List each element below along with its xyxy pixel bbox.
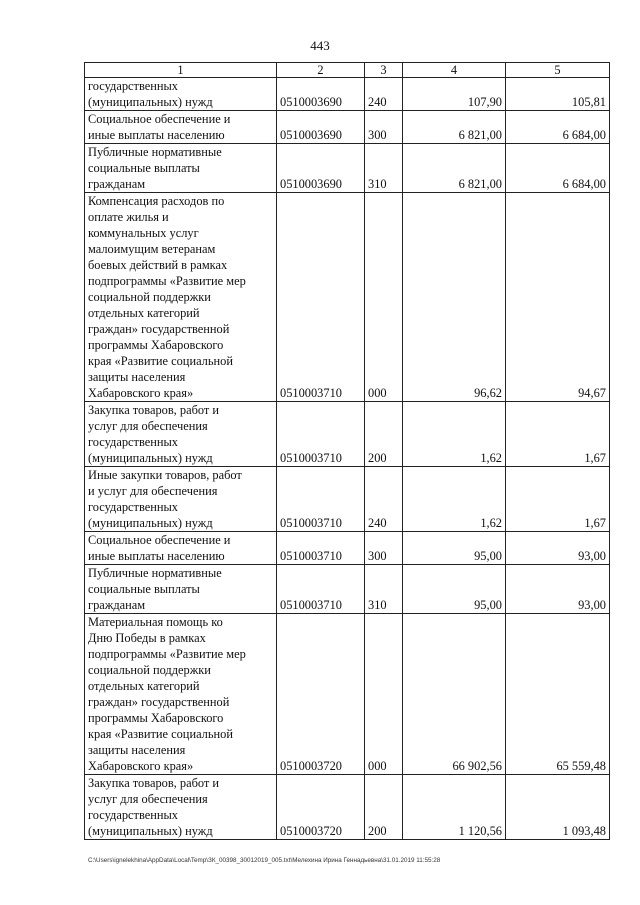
amount-year-2-cell: 93,00 — [506, 532, 610, 565]
amount-year-2-cell: 1 093,48 — [506, 775, 610, 840]
expense-type-code-cell: 310 — [365, 565, 403, 614]
target-article-code-cell: 0510003690 — [277, 144, 365, 193]
amount-year-2-cell: 1,67 — [506, 402, 610, 467]
expenditure-name-cell: Материальная помощь ко Дню Победы в рамках подпрограммы «Развитие мер социальной поддержки отдельных категорий граждан» государственной программы Хабаровского края «Развитие социальной защиты населения Хабаровского края» — [85, 614, 277, 775]
target-article-code-cell: 0510003710 — [277, 565, 365, 614]
amount-year-1-cell: 107,90 — [403, 78, 506, 111]
table-row — [85, 532, 610, 565]
amount-year-2-cell: 6 684,00 — [506, 144, 610, 193]
table-row — [85, 78, 610, 111]
header-row — [85, 63, 610, 78]
file-path-footer: C:\Users\ignelekhina\AppData\Local\Temp\ЗК_00398_30012019_005.txt\Мелехина Ирина Геннадьевна\31.01.2019 11:55:28 — [88, 857, 441, 864]
amount-year-1-cell: 1,62 — [403, 402, 506, 467]
expenditure-name-cell: Иные закупки товаров, работ и услуг для обеспечения государственных (муниципальных) нужд — [85, 467, 277, 532]
table-row — [85, 144, 610, 193]
amount-year-2-cell: 105,81 — [506, 78, 610, 111]
table-row — [85, 111, 610, 144]
table-row — [85, 402, 610, 467]
amount-year-1-cell: 96,62 — [403, 193, 506, 402]
expense-type-code-cell: 000 — [365, 614, 403, 775]
page-number: 443 — [310, 38, 330, 53]
table-row — [85, 614, 610, 775]
expenditure-name-cell: Компенсация расходов по оплате жилья и коммунальных услуг малоимущим ветеранам боевых действий в рамках подпрограммы «Развитие мер социальной поддержки отдельных категорий граждан» государственной программы Хабаровского края «Развитие социальной защиты населения Хабаровского края» — [85, 193, 277, 402]
target-article-code-cell: 0510003710 — [277, 532, 365, 565]
column-header-4: 4 — [403, 63, 506, 78]
expense-type-code-cell: 300 — [365, 532, 403, 565]
table-row — [85, 467, 610, 532]
expense-type-code-cell: 200 — [365, 775, 403, 840]
expenditure-name-cell: государственных (муниципальных) нужд — [85, 78, 277, 111]
amount-year-2-cell: 65 559,48 — [506, 614, 610, 775]
expenditure-name-cell: Публичные нормативные социальные выплаты гражданам — [85, 565, 277, 614]
amount-year-2-cell: 94,67 — [506, 193, 610, 402]
table-row — [85, 565, 610, 614]
expenditure-name-cell: Социальное обеспечение и иные выплаты населению — [85, 532, 277, 565]
table-row — [85, 775, 610, 840]
target-article-code-cell: 0510003690 — [277, 78, 365, 111]
amount-year-1-cell: 6 821,00 — [403, 111, 506, 144]
expense-type-code-cell: 000 — [365, 193, 403, 402]
amount-year-1-cell: 1 120,56 — [403, 775, 506, 840]
column-header-2: 2 — [277, 63, 365, 78]
amount-year-2-cell: 1,67 — [506, 467, 610, 532]
expenditure-name-cell: Социальное обеспечение и иные выплаты населению — [85, 111, 277, 144]
expense-type-code-cell: 310 — [365, 144, 403, 193]
amount-year-2-cell: 93,00 — [506, 565, 610, 614]
target-article-code-cell: 0510003710 — [277, 402, 365, 467]
target-article-code-cell: 0510003720 — [277, 614, 365, 775]
column-header-5: 5 — [506, 63, 610, 78]
column-header-1: 1 — [85, 63, 277, 78]
amount-year-2-cell: 6 684,00 — [506, 111, 610, 144]
expense-type-code-cell: 200 — [365, 402, 403, 467]
table-row — [85, 193, 610, 402]
amount-year-1-cell: 95,00 — [403, 532, 506, 565]
expenditure-name-cell: Закупка товаров, работ и услуг для обеспечения государственных (муниципальных) нужд — [85, 402, 277, 467]
target-article-code-cell: 0510003720 — [277, 775, 365, 840]
expenditure-name-cell: Публичные нормативные социальные выплаты гражданам — [85, 144, 277, 193]
amount-year-1-cell: 66 902,56 — [403, 614, 506, 775]
budget-table — [84, 62, 610, 840]
target-article-code-cell: 0510003710 — [277, 467, 365, 532]
target-article-code-cell: 0510003710 — [277, 193, 365, 402]
column-header-3: 3 — [365, 63, 403, 78]
expenditure-name-cell: Закупка товаров, работ и услуг для обеспечения государственных (муниципальных) нужд — [85, 775, 277, 840]
amount-year-1-cell: 6 821,00 — [403, 144, 506, 193]
amount-year-1-cell: 1,62 — [403, 467, 506, 532]
expense-type-code-cell: 300 — [365, 111, 403, 144]
expense-type-code-cell: 240 — [365, 467, 403, 532]
target-article-code-cell: 0510003690 — [277, 111, 365, 144]
amount-year-1-cell: 95,00 — [403, 565, 506, 614]
expense-type-code-cell: 240 — [365, 78, 403, 111]
